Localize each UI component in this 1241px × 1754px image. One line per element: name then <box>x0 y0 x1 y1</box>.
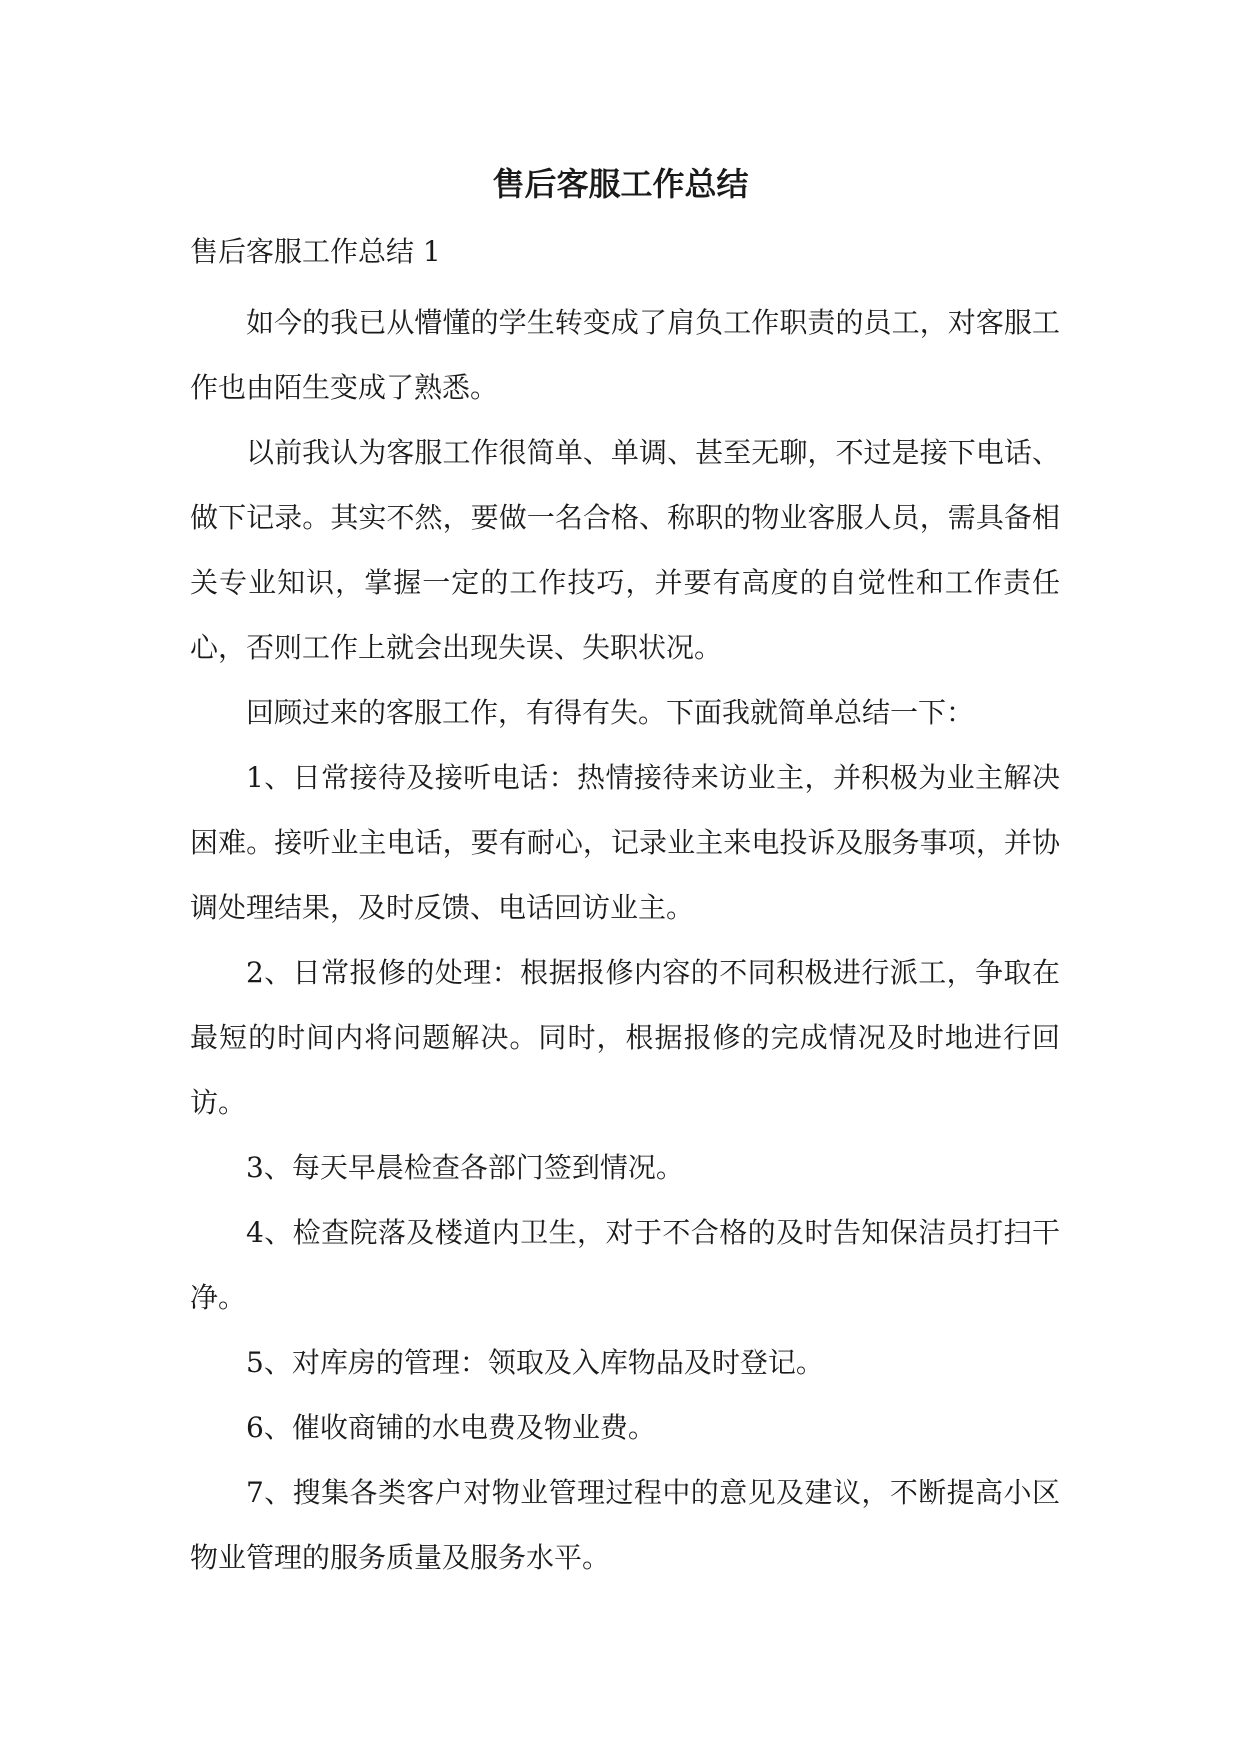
list-item-3: 3、每天早晨检查各部门签到情况。 <box>246 1151 684 1184</box>
list-item-1: 1、日常接待及接听电话：热情接待来访业主，并积极为业主解决困难。接听业主电话，要有耐心，记录业主来电投诉及服务事项，并协调处理结果，及时反馈、电话回访业主。 <box>190 761 1060 924</box>
list-item-2: 2、日常报修的处理：根据报修内容的不同积极进行派工，争取在最短的时间内将问题解决。同时，根据报修的完成情况及时地进行回访。 <box>190 956 1060 1119</box>
document-title: 售后客服工作总结 <box>492 165 749 203</box>
list-item-4: 4、检查院落及楼道内卫生，对于不合格的及时告知保洁员打扫干净。 <box>190 1216 1060 1314</box>
paragraph-review: 回顾过来的客服工作，有得有失。下面我就简单总结一下： <box>246 696 975 729</box>
document-subtitle: 售后客服工作总结 1 <box>190 235 441 268</box>
paragraph-intro: 如今的我已从懵懂的学生转变成了肩负工作职责的员工，对客服工作也由陌生变成了熟悉。 <box>190 306 1060 404</box>
list-item-7: 7、搜集各类客户对物业管理过程中的意见及建议，不断提高小区物业管理的服务质量及服务水平。 <box>190 1476 1060 1574</box>
paragraph-view: 以前我认为客服工作很简单、单调、甚至无聊，不过是接下电话、做下记录。其实不然，要做一名合格、称职的物业客服人员，需具备相关专业知识，掌握一定的工作技巧，并要有高度的自觉性和工作责任心，否则工作上就会出现失误、失职状况。 <box>190 436 1060 664</box>
list-item-6: 6、催收商铺的水电费及物业费。 <box>246 1411 656 1444</box>
document-body <box>190 290 1060 1590</box>
list-item-5: 5、对库房的管理：领取及入库物品及时登记。 <box>246 1346 824 1379</box>
